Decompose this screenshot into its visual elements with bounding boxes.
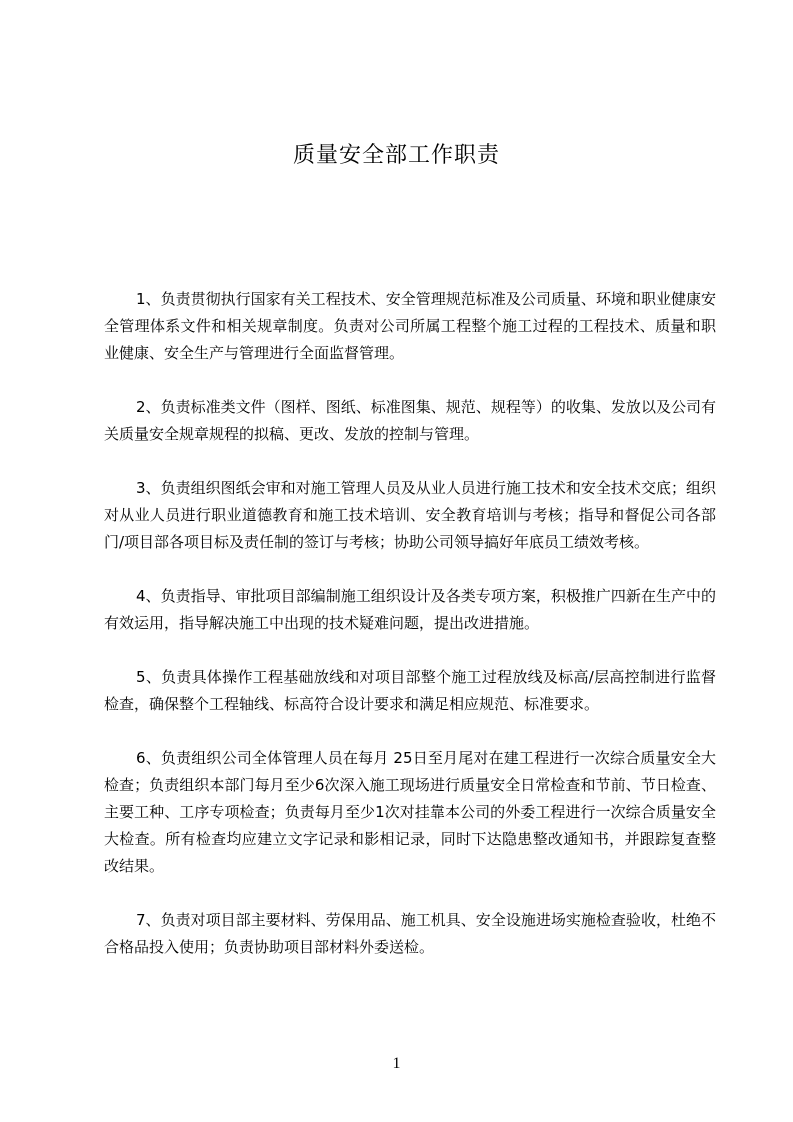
duty-paragraph: 1、负责贯彻执行国家有关工程技术、安全管理规范标准及公司质量、环境和职业健康安全管理体系文件和相关规章制度。负责对公司所属工程整个施工过程的工程技术、质量和职业健康、安全生产与管理进行全面监督管理。 xyxy=(104,290,716,362)
duty-paragraph: 6、负责组织公司全体管理人员在每月 25日至月尾对在建工程进行一次综合质量安全大检查；负责组织本部门每月至少6次深入施工现场进行质量安全日常检查和节前、节日检查、主要工种、工序专项检查；负责每月至少1次对挂靠本公司的外委工程进行一次综合质量安全大检查。所有检查均应建立文字记录和影相记录，同时下达隐患整改通知书，并跟踪复查整改结果。 xyxy=(104,749,716,875)
duty-paragraph: 4、负责指导、审批项目部编制施工组织设计及各类专项方案，积极推广四新在生产中的有效运用，指导解决施工中出现的技术疑难问题，提出改进措施。 xyxy=(104,587,716,632)
duty-paragraph: 7、负责对项目部主要材料、劳保用品、施工机具、安全设施进场实施检查验收，杜绝不合格品投入使用；负责协助项目部材料外委送检。 xyxy=(104,911,716,956)
page-title: 质量安全部工作职责 xyxy=(292,143,500,168)
page-number: 1 xyxy=(392,1055,401,1072)
duty-paragraph: 5、负责具体操作工程基础放线和对项目部整个施工过程放线及标高/层高控制进行监督检查，确保整个工程轴线、标高符合设计要求和满足相应规范、标准要求。 xyxy=(104,668,716,713)
duty-paragraph: 2、负责标准类文件（图样、图纸、标准图集、规范、规程等）的收集、发放以及公司有关质量安全规章规程的拟稿、更改、发放的控制与管理。 xyxy=(104,398,716,443)
duties-list xyxy=(104,286,716,988)
duty-paragraph: 3、负责组织图纸会审和对施工管理人员及从业人员进行施工技术和安全技术交底；组织对从业人员进行职业道德教育和施工技术培训、安全教育培训与考核；指导和督促公司各部门/项目部各项目标及责任制的签订与考核；协助公司领导搞好年底员工绩效考核。 xyxy=(104,479,716,551)
